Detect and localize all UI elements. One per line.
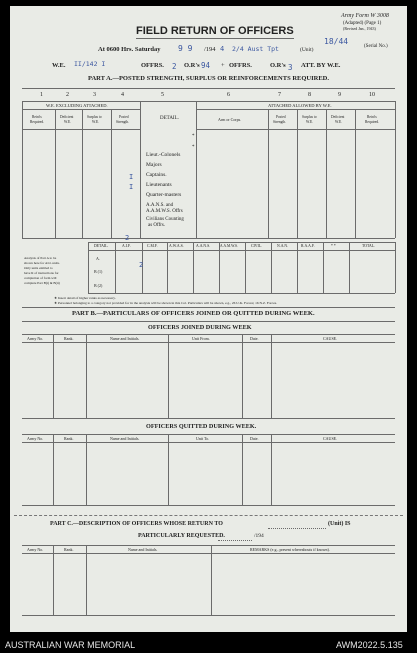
quitted-col-head: Name and Initials. xyxy=(110,436,140,441)
part-c-col-rule xyxy=(53,545,54,615)
table-a-top xyxy=(22,101,395,102)
table-a-col-rule xyxy=(55,109,56,238)
col-head-arm-corps: Arm or Corps. xyxy=(218,117,242,122)
title-underline xyxy=(136,38,294,39)
joined-col-rule xyxy=(86,334,87,418)
rank-label: as Offrs. xyxy=(148,223,166,228)
part-c-tear-line xyxy=(14,515,403,516)
analysis-col-rule xyxy=(115,242,116,293)
part-c-col-rule xyxy=(211,545,212,615)
table-a-col-rule xyxy=(355,109,356,238)
part-c-requested: PARTICULARLY REQUESTED. xyxy=(138,533,225,539)
col-number: 9 xyxy=(338,92,341,98)
analysis-col-rule xyxy=(395,242,396,293)
analysis-head: * * xyxy=(331,244,336,248)
joined-col-head: CAUSE. xyxy=(323,336,338,341)
joined-col-head: Name and Initials. xyxy=(110,336,140,341)
table-a-col-rule xyxy=(268,109,269,238)
part-c-unit-blank xyxy=(268,528,326,529)
table-a-col-rule xyxy=(326,109,327,238)
handwritten-ors-attached: 3 xyxy=(288,63,293,72)
form-title: FIELD RETURN OF OFFICERS xyxy=(136,25,294,37)
table-a-head-rule-right xyxy=(196,129,395,130)
handwritten-aif-a: 2 xyxy=(125,234,130,242)
joined-bottom xyxy=(22,418,395,419)
analysis-footnote: ★ Personnel belonging to a category not provided for in the analysis will be shown in this Col. Particulars will be shown, e.g., 26 U.K. Forces; 16 N.Z. Forces. xyxy=(54,301,278,305)
col-number: 6 xyxy=(227,92,230,98)
col-number: 5 xyxy=(161,92,164,98)
col-head-reints-2b: Required. xyxy=(365,120,380,124)
quitted-col-head: Rank. xyxy=(64,436,74,441)
handwritten-offrs: 2 xyxy=(172,62,177,71)
quitted-col-rule xyxy=(53,434,54,505)
col-head-posted-2b: Strength. xyxy=(273,120,287,124)
part-c-year: /194 xyxy=(254,533,264,539)
table-a-group-rule-left xyxy=(22,109,140,110)
detail-label: DETAIL. xyxy=(160,116,179,121)
analysis-note: shown here for ALL units. xyxy=(24,261,60,265)
col-head-deficient-1b: W.E. xyxy=(64,120,72,124)
part-c-col-head: Army No. xyxy=(27,547,44,552)
joined-head-top xyxy=(22,334,395,335)
handwritten-aif-b: 2 xyxy=(139,261,144,269)
analysis-col-rule xyxy=(88,242,89,293)
analysis-note: complete Part B(i) & B(ii) xyxy=(24,281,60,285)
quitted-col-head: Army No. xyxy=(27,436,44,441)
col-head-surplus-2b: W.E. xyxy=(306,120,314,124)
handwritten-we: II/142 I xyxy=(74,60,106,68)
analysis-head: R.A.A.F. xyxy=(301,244,315,248)
analysis-head: N.A.N. xyxy=(277,244,289,248)
joined-col-head: Date. xyxy=(250,336,259,341)
offrs-label: OFFRS. xyxy=(141,62,164,69)
part-c-date-blank xyxy=(218,540,252,541)
quitted-col-rule xyxy=(168,434,169,505)
table-a-col-rule xyxy=(196,101,197,238)
analysis-head: A.A.M.W.S. xyxy=(220,244,238,248)
attached-allowed-by-we: ATTACHED ALLOWED BY W.E. xyxy=(268,103,332,108)
we-label: W.E. xyxy=(52,62,66,69)
analysis-col-rule xyxy=(323,242,324,293)
analysis-note: completion of form will xyxy=(24,276,57,280)
part-c-head-top xyxy=(22,545,395,546)
footer-institution: AUSTRALIAN WAR MEMORIAL xyxy=(5,640,136,650)
rank-label: Majors xyxy=(146,162,162,168)
col-head-reints-2: Rein'ts xyxy=(367,115,377,119)
part-c-bottom xyxy=(22,615,395,616)
rank-label: Lieut.-Colonels xyxy=(146,152,181,158)
rank-label: Captains. xyxy=(146,172,167,178)
handwritten-tally: I xyxy=(129,173,134,181)
analysis-head: DETAIL. xyxy=(94,244,109,248)
joined-col-rule xyxy=(53,334,54,418)
star-marker: * xyxy=(192,145,195,150)
quitted-col-head: Date. xyxy=(250,436,259,441)
analysis-col-rule xyxy=(193,242,194,293)
part-a-title: PART A.—POSTED STRENGTH, SURPLUS OR REINFORCEMENTS REQUIRED. xyxy=(88,75,329,82)
col-number: 10 xyxy=(369,92,375,98)
analysis-head: A.W.A.S. xyxy=(169,244,184,248)
analysis-head: TOTAL. xyxy=(362,244,376,248)
analysis-row-label: B (1) xyxy=(94,269,103,274)
table-a-bottom xyxy=(22,238,395,239)
form-ref-line3: (Revised Jan., 1943) xyxy=(343,26,376,31)
col-head-posted-1b: Strength. xyxy=(116,120,130,124)
footer-accession-number: AWM2022.5.135 xyxy=(336,640,403,650)
analysis-col-rule xyxy=(219,242,220,293)
table-a-col-rule xyxy=(297,109,298,238)
analysis-row-label: B (2) xyxy=(94,283,103,288)
part-b-top-rule xyxy=(22,307,395,308)
part-c-col-head: REMARKS (e.g., present whereabouts if known). xyxy=(250,547,330,552)
rank-label: A.A.M.W.S. Offrs xyxy=(146,209,183,214)
joined-col-head: Rank. xyxy=(64,336,74,341)
quitted-col-rule xyxy=(242,434,243,505)
handwritten-date: 9 9 xyxy=(178,44,193,53)
analysis-row-label: A. xyxy=(96,256,100,261)
form-ref-line2: (Adapted) (Page 1) xyxy=(343,21,382,26)
quitted-col-head: Unit To. xyxy=(196,436,210,441)
table-a-col-rule xyxy=(140,101,141,238)
handwritten-tally: I xyxy=(129,183,134,191)
part-c-col-rule xyxy=(86,545,87,615)
analysis-col-rule xyxy=(271,242,272,293)
joined-col-rule xyxy=(271,334,272,418)
joined-col-rule xyxy=(242,334,243,418)
quitted-title: OFFICERS QUITTED DURING WEEK. xyxy=(146,423,257,430)
col-head-posted-1: Posted xyxy=(119,115,129,119)
analysis-note: Analysis of Part A to be xyxy=(24,256,57,260)
handwritten-year: 4 xyxy=(220,45,225,53)
handwritten-serial: 18/44 xyxy=(324,37,349,46)
col-head-surplus-2: Surplus to xyxy=(302,115,317,119)
table-a-col-rule xyxy=(22,101,23,238)
plus-sign: + xyxy=(221,62,225,69)
joined-col-rule xyxy=(168,334,169,418)
table-a-head-rule-left xyxy=(22,129,140,130)
analysis-note: Only units entitled to xyxy=(24,266,53,270)
analysis-note: have R of instructions for xyxy=(24,271,59,275)
rank-label: Civilians Counting xyxy=(146,217,184,222)
table-a-group-rule-right xyxy=(196,109,395,110)
part-a-rule xyxy=(22,88,395,89)
analysis-col-rule xyxy=(167,242,168,293)
col-head-deficient-2: Deficient xyxy=(331,115,345,119)
part-c-unit-label: (Unit) IS xyxy=(328,521,351,527)
form-sheet xyxy=(10,6,407,632)
col-head-reints-1: Rein'ts xyxy=(32,115,42,119)
quitted-col-rule xyxy=(86,434,87,505)
quitted-col-head: CAUSE. xyxy=(323,436,338,441)
unit-label: (Unit) xyxy=(300,47,314,53)
joined-col-head: Army No. xyxy=(27,336,44,341)
part-c-title: PART C.—DESCRIPTION OF OFFICERS WHOSE RETURN TO xyxy=(50,521,223,527)
rank-label: Quarter-masters xyxy=(146,192,182,198)
analysis-head: C.M.F. xyxy=(147,244,158,248)
part-c-col-head: Rank. xyxy=(64,547,74,552)
part-c-head-bottom xyxy=(22,553,395,554)
col-head-surplus-1: Surplus to xyxy=(87,115,102,119)
joined-head-bottom xyxy=(22,342,395,343)
col-head-deficient-2b: W.E. xyxy=(335,120,343,124)
table-a-col-rule xyxy=(111,109,112,238)
quitted-col-rule xyxy=(271,434,272,505)
rank-label: Lieutenants xyxy=(146,182,172,188)
joined-col-head: Unit From. xyxy=(192,336,210,341)
quitted-bottom xyxy=(22,505,395,506)
year-prefix: /194 xyxy=(204,46,216,53)
analysis-head: A.I.F. xyxy=(122,244,131,248)
analysis-col-rule xyxy=(349,242,350,293)
quitted-head-bottom xyxy=(22,442,395,443)
col-number: 2 xyxy=(66,92,69,98)
rank-label: A.A.N.S. and xyxy=(146,203,174,208)
col-head-surplus-1b: W.E. xyxy=(92,120,100,124)
col-number: 3 xyxy=(93,92,96,98)
handwritten-unit: 2/4 Aust Tpt xyxy=(232,45,279,53)
col-head-deficient-1: Deficient xyxy=(60,115,74,119)
part-b-rule xyxy=(22,321,395,322)
at-hours-text: At 0600 Hrs. Saturday xyxy=(98,46,161,53)
ors-attached-label: O.R's xyxy=(270,62,286,69)
star-marker: * xyxy=(192,134,195,139)
offrs-attached-label: OFFRS. xyxy=(229,62,252,69)
part-c-col-head: Name and Initials. xyxy=(128,547,158,552)
att-by-we-label: ATT. BY W.E. xyxy=(301,62,341,69)
form-ref-line1: Army Form W 3008 xyxy=(341,13,389,19)
quitted-head-top xyxy=(22,434,395,435)
ors-label: O.R's xyxy=(184,62,200,69)
col-number: 1 xyxy=(40,92,43,98)
analysis-bottom xyxy=(88,293,395,294)
analysis-col-rule xyxy=(245,242,246,293)
joined-title: OFFICERS JOINED DURING WEEK xyxy=(148,324,252,331)
handwritten-ors: 94 xyxy=(201,61,211,70)
table-a-col-rule xyxy=(82,109,83,238)
analysis-footnote: ★ Insert detail of higher ranks as necessary. xyxy=(54,296,116,300)
part-b-title: PART B.—PARTICULARS OF OFFICERS JOINED OR QUITTED DURING WEEK. xyxy=(72,310,315,317)
analysis-col-rule xyxy=(297,242,298,293)
form-serial-label: (Serial No.) xyxy=(364,44,388,49)
table-a-col-rule xyxy=(395,101,396,238)
col-head-reints-1b: Required. xyxy=(30,120,45,124)
analysis-head: CIVIL. xyxy=(251,244,263,248)
we-excluding-attached: W.E. EXCLUDING ATTACHED. xyxy=(46,103,108,108)
analysis-head: A.A.N.S. xyxy=(196,244,211,248)
col-number: 4 xyxy=(121,92,124,98)
col-head-posted-2: Posted xyxy=(276,115,286,119)
col-number: 8 xyxy=(308,92,311,98)
col-number: 7 xyxy=(278,92,281,98)
